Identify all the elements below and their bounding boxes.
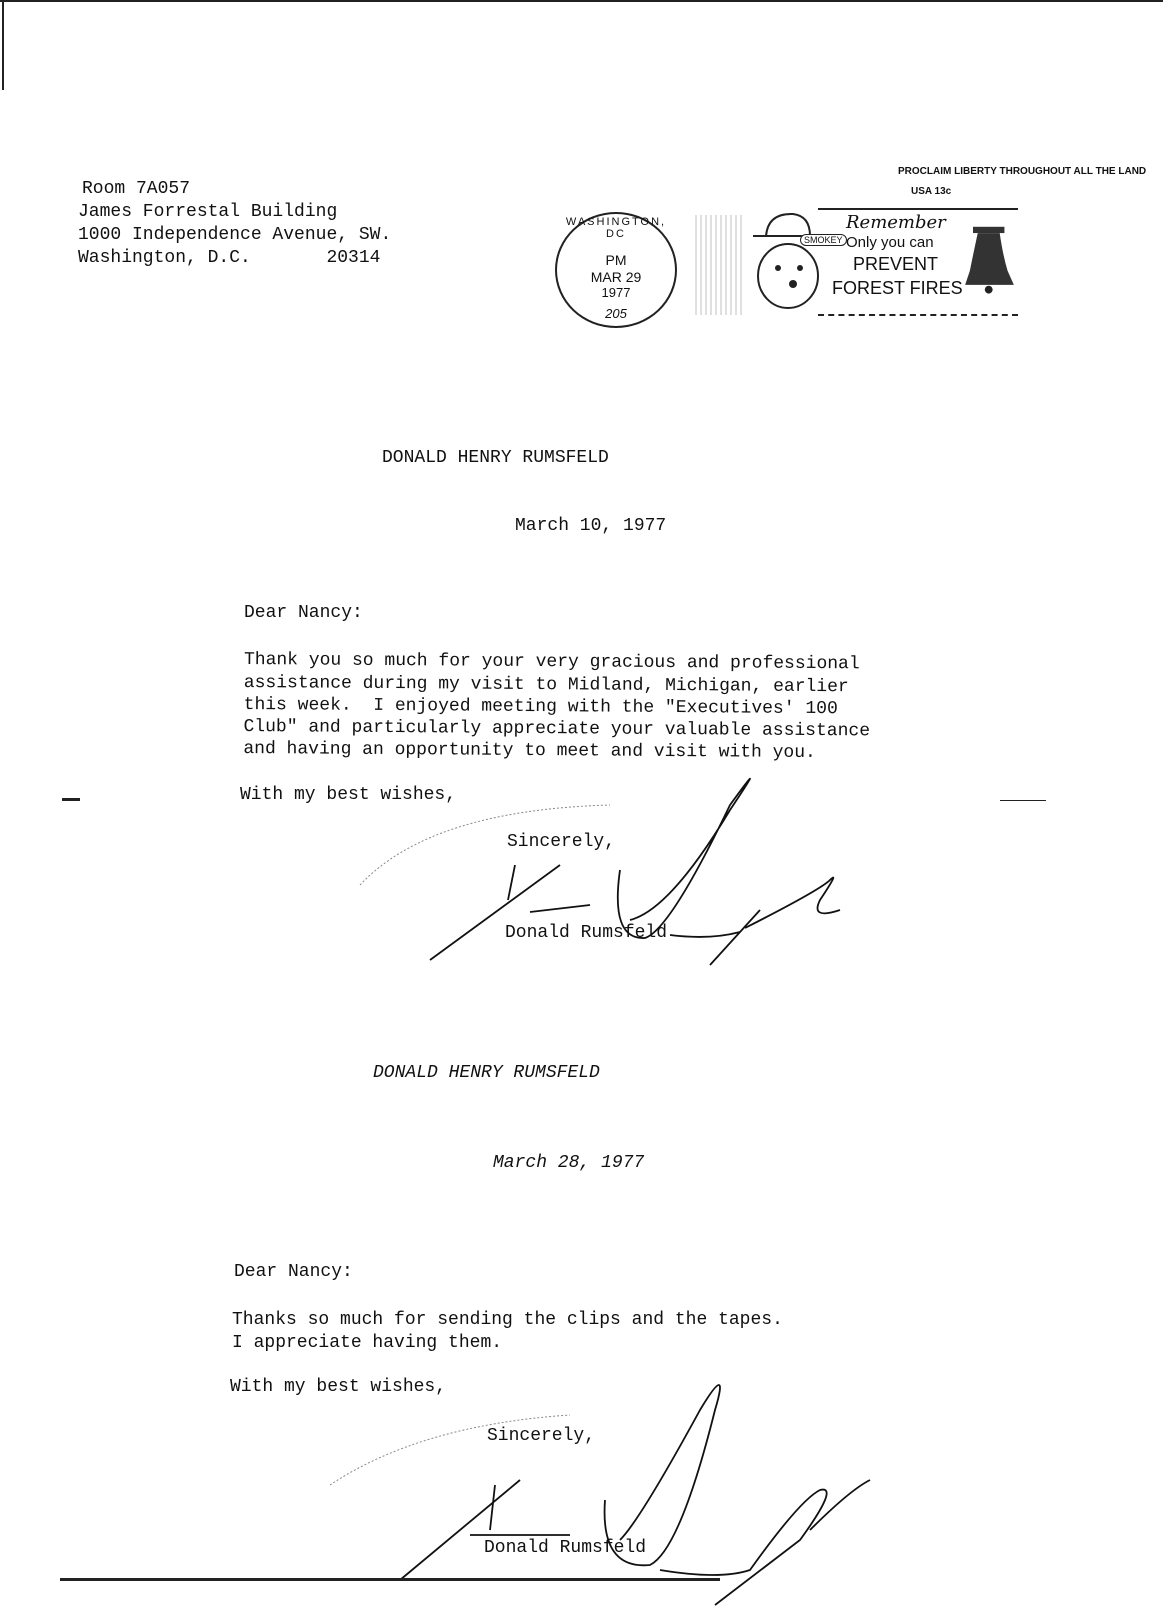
stamp-legend: PROCLAIM LIBERTY THROUGHOUT ALL THE LAND [898, 166, 1147, 177]
letter-heading: DONALD HENRY RUMSFELD [373, 1063, 600, 1083]
liberty-bell-icon [962, 214, 1017, 304]
body-line: Club" and particularly appreciate your valuable assistance [243, 716, 871, 742]
postmark-date: MAR 29 [590, 269, 642, 285]
slogan-line: PREVENT [853, 254, 939, 274]
closing: Sincerely, [507, 832, 616, 852]
slogan-line: Remember [846, 212, 946, 233]
salutation: Dear Nancy: [234, 1262, 353, 1282]
smokey-hat-label: SMOKEY [800, 234, 847, 246]
stamp-denomination: USA 13c [911, 186, 952, 197]
margin-mark [62, 798, 80, 801]
cancel-smudge [695, 215, 743, 315]
signature [320, 1370, 880, 1610]
postmark [555, 212, 677, 328]
postage-stamp [905, 182, 1017, 310]
body-line: I appreciate having them. [232, 1333, 503, 1353]
slogan-line: FOREST FIRES [832, 278, 963, 298]
body-line: Thanks so much for sending the clips and the tapes. [232, 1310, 783, 1330]
letter-heading: DONALD HENRY RUMSFELD [382, 448, 609, 468]
smokey-bear-icon [748, 208, 828, 314]
slogan-line: Only you can [846, 234, 934, 251]
letter-date: March 10, 1977 [515, 516, 667, 536]
closing: Sincerely, [487, 1426, 596, 1446]
scan-edge-bottom [60, 1578, 720, 1581]
margin-mark [1000, 800, 1046, 801]
address-line: James Forrestal Building [78, 202, 338, 222]
scan-edge-top [0, 0, 1163, 2]
signer-name: Donald Rumsfeld [505, 923, 668, 943]
postmark-zip: 205 [605, 306, 627, 321]
body-line: assistance during my visit to Midland, Michigan, earlier [243, 672, 849, 698]
body-line: this week. I enjoyed meeting with the "Executives' 100 [243, 694, 838, 720]
postmark-city: WASHINGTON, DC [565, 216, 667, 240]
address-line: Room 7A057 [82, 179, 191, 199]
closing-wish: With my best wishes, [230, 1377, 447, 1397]
body-line: and having an opportunity to meet and visit with you. [243, 738, 816, 763]
postmark-time: PM [605, 252, 627, 268]
salutation: Dear Nancy: [244, 603, 363, 623]
postmark-year: 1977 [601, 285, 631, 300]
scan-edge-left [2, 0, 4, 90]
signer-name: Donald Rumsfeld [484, 1538, 647, 1558]
closing-wish: With my best wishes, [240, 785, 457, 805]
signature [350, 770, 850, 970]
address-line: Washington, D.C. 20314 [78, 248, 381, 268]
address-line: 1000 Independence Avenue, SW. [78, 225, 392, 245]
letter-date: March 28, 1977 [493, 1153, 645, 1173]
body-line: Thank you so much for your very gracious and professional [243, 650, 860, 675]
